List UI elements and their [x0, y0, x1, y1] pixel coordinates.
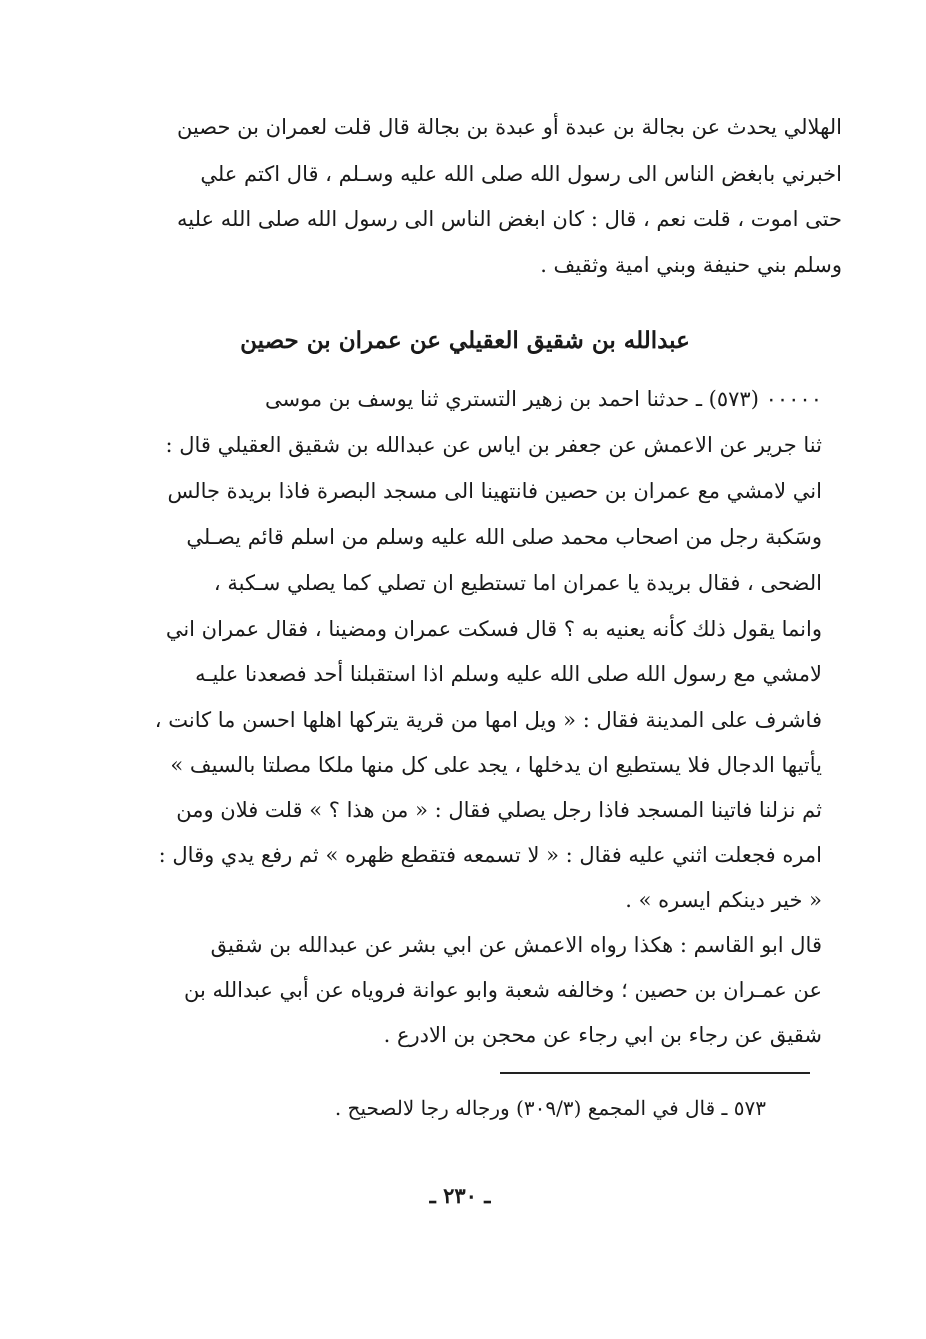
intro-line: حتى اموت ، قلت نعم ، قال : كان ابغض الناس الى رسول الله صلى الله عليه	[176, 207, 842, 231]
hadith-line: اني لامشي مع عمران بن حصين فانتهينا الى مسجد البصرة فاذا بريدة جالس	[167, 479, 822, 503]
hadith-line: امره فجعلت اثني عليه فقال : « لا تسمعه فتقطع ظهره » ثم رفع يدي وقال :	[158, 843, 822, 867]
hadith-line: فاشرف على المدينة فقال : « ويل امها من قرية يتركها اهلها احسن ما كانت ،	[154, 708, 822, 732]
hadith-line: ٠٠٠٠٠ (٥٧٣) ـ حدثنا احمد بن زهير التستري ثنا يوسف بن موسى	[264, 387, 822, 411]
page-number: ـ ٢٣٠ ـ	[429, 1183, 491, 1208]
hadith-line: الضحى ، فقال بريدة يا عمران اما تستطيع ان تصلي كما يصلي سـكبة ،	[213, 571, 822, 595]
hadith-line: لامشي مع رسول الله صلى الله عليه وسلم اذا استقبلنا أحد فصعدنا عليـه	[195, 662, 822, 686]
hadith-line: وسَكبة رجل من اصحاب محمد صلى الله عليه وسلم من اسلم قائم يصـلي	[186, 525, 822, 549]
hadith-line: « خير دينكم ايسره » .	[625, 888, 822, 912]
footnote-separator	[500, 1072, 810, 1074]
commentary-line: عن عمـران بن حصين ؛ وخالفه شعبة وابو عوانة فروياه عن أبي عبدالله بن	[184, 978, 822, 1002]
commentary-line: قال ابو القاسم : هكذا رواه الاعمش عن ابي بشر عن عبدالله بن شقيق	[210, 933, 822, 957]
section-heading: عبدالله بن شقيق العقيلي عن عمران بن حصين	[240, 327, 690, 354]
hadith-line: يأتيها الدجال فلا يستطيع ان يدخلها ، يجد على كل منها ملكا مصلتا بالسيف »	[170, 753, 822, 777]
intro-line: وسلم بني حنيفة وبني امية وثقيف .	[540, 253, 842, 277]
hadith-line: ثم نزلنا فاتينا المسجد فاذا رجل يصلي فقال : « من هذا ؟ » قلت فلان ومن	[176, 798, 822, 822]
footnote: ٥٧٣ ـ قال في المجمع (٣٠٩/٣) ورجاله رجا لالصحيح .	[334, 1096, 766, 1120]
hadith-line: وانما يقول ذلك كأنه يعنيه به ؟ قال فسكت عمران ومضينا ، فقال عمران اني	[165, 617, 822, 641]
hadith-line: ثنا جرير عن الاعمش عن جعفر بن اياس عن عبدالله بن شقيق العقيلي قال :	[165, 433, 822, 457]
intro-line: الهلالي يحدث عن بجالة بن عبدة أو عبدة بن بجالة قال قلت لعمران بن حصين	[176, 115, 842, 139]
intro-line: اخبرني بابغض الناس الى رسول الله صلى الله عليه وسـلم ، قال اكتم علي	[200, 162, 842, 186]
commentary-line: شقيق عن رجاء بن ابي رجاء عن محجن بن الادرع .	[383, 1023, 822, 1047]
